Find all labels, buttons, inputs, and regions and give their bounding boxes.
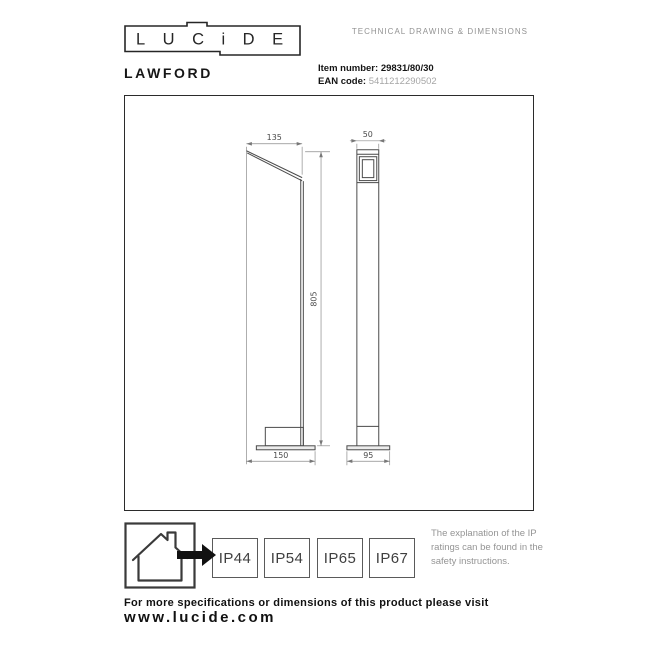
technical-drawing-frame — [124, 95, 534, 511]
ip-rating-badge-ip54: IP54 — [264, 538, 310, 578]
footer-note: For more specifications or dimensions of this product please visit — [124, 597, 489, 609]
ean-label: EAN code: — [318, 75, 367, 87]
front-top-width-label: 50 — [362, 129, 373, 139]
lucide-logo — [123, 21, 305, 57]
product-codes — [318, 63, 437, 88]
logo-wordmark: LUCiDE — [136, 30, 301, 49]
ean-row — [318, 76, 437, 89]
website-link[interactable]: www.lucide.com — [124, 609, 276, 626]
front-view — [347, 150, 390, 450]
side-top-width-label: 135 — [266, 132, 282, 142]
product-name: LAWFORD — [124, 65, 213, 81]
item-number-label: Item number: — [318, 63, 379, 74]
front-base-width-label: 95 — [363, 451, 374, 461]
item-number-value: 29831/80/30 — [380, 63, 434, 74]
front-view-dimensions — [347, 141, 390, 465]
ean-value: 5411212290502 — [368, 75, 437, 87]
side-view — [246, 151, 315, 450]
side-height-label: 805 — [309, 291, 319, 307]
ip-rating-badge-ip65: IP65 — [317, 538, 363, 578]
side-base-width-label: 150 — [273, 451, 289, 461]
item-number-row — [318, 63, 437, 76]
ip-explanation-text: The explanation of the IP ratings can be found in the safety instructions. — [431, 528, 543, 567]
technical-drawing — [125, 96, 533, 510]
arrow-right-icon — [177, 544, 217, 566]
doc-title: TECHNICAL DRAWING & DIMENSIONS — [351, 27, 528, 36]
front-view-arrows — [347, 139, 390, 463]
ip-rating-badge-ip44: IP44 — [212, 538, 258, 578]
ip-rating-badge-ip67: IP67 — [369, 538, 415, 578]
